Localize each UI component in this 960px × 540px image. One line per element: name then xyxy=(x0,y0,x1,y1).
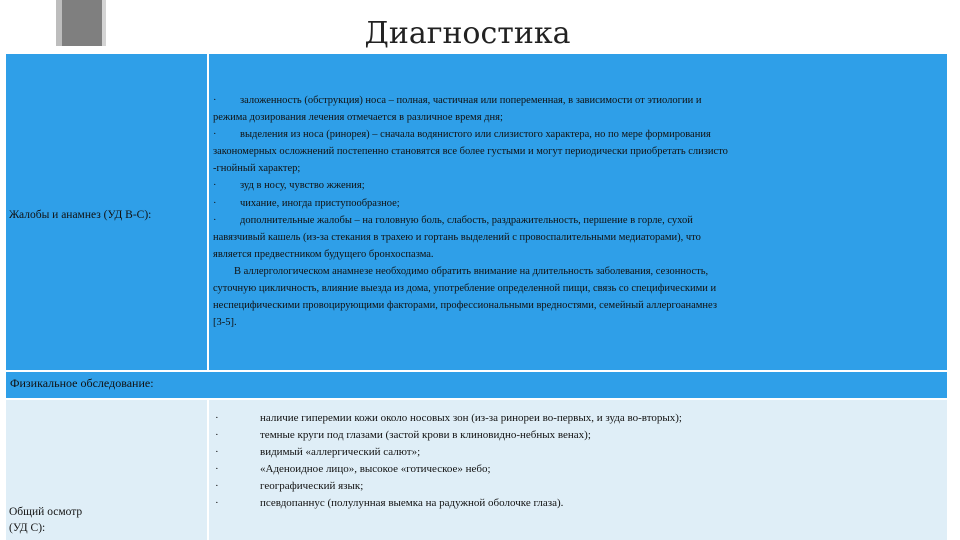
anamnesis-line: [3-5]. xyxy=(213,317,237,329)
complaints-line: закономерных осложнений постепенно становятся все более густыми и могут периодически приобретать слизисто xyxy=(213,146,728,158)
anamnesis-line: неспецифическими провоцирующими факторами, профессиональными вредностями, семейный аллергоанамнез xyxy=(213,300,717,312)
anamnesis-line: В аллергологическом анамнезе необходимо обратить внимание на длительность заболевания, сезонность, xyxy=(234,265,709,277)
complaints-label: Жалобы и анамнез (УД В-С): xyxy=(9,209,152,221)
exam-list-item: · видимый «аллергический салют»; xyxy=(215,446,421,458)
general-exam-label: Общий осмотр (УД С): xyxy=(9,506,83,534)
complaints-label-cell xyxy=(6,54,207,370)
complaints-line: -гнойный характер; xyxy=(213,163,301,175)
page-title: Диагностика xyxy=(364,16,571,51)
exam-list-item: · наличие гиперемии кожи около носовых зон (из-за ринореи во-первых, и зуда во-вторых); xyxy=(215,412,682,424)
exam-list-item: · псевдопаннус (полулунная выемка на радужной оболочке глаза). xyxy=(215,497,564,509)
anamnesis-line: суточную цикличность, влияние выезда из дома, употребление определенной пищи, связь со специфическими и xyxy=(213,283,717,295)
complaints-line: режима дозирования лечения отмечается в различное время дня; xyxy=(213,112,503,124)
exam-list-item: · географический язык; xyxy=(215,480,364,492)
physical-exam-label: Физикальное обследование: xyxy=(10,376,154,390)
complaints-line: · выделения из носа (ринорея) – сначала водянистого или слизистого характера, но по мере формирования xyxy=(213,129,711,141)
exam-list-item: · «Аденоидное лицо», высокое «готическое» небо; xyxy=(215,463,491,475)
complaints-line: · дополнительные жалобы – на головную боль, слабость, раздражительность, першение в горле, сухой xyxy=(213,214,693,226)
complaints-content-cell xyxy=(209,54,947,370)
general-exam-content-cell xyxy=(209,400,947,540)
complaints-line: навязчивый кашель (из-за стекания в трахею и гортань выделений с провоспалительными медиаторами), что xyxy=(213,231,701,243)
general-exam-label-cell xyxy=(6,400,207,540)
diagnostics-table xyxy=(6,54,947,540)
complaints-line: · зуд в носу, чувство жжения; xyxy=(213,180,365,192)
complaints-line: · заложенность (обструкция) носа – полная, частичная или попеременная, в зависимости от этиологии и xyxy=(213,95,702,106)
complaints-line: · чихание, иногда приступообразное; xyxy=(213,197,400,209)
physical-exam-header-cell xyxy=(6,372,947,398)
complaints-line: является предвестником будущего бронхоспазма. xyxy=(213,248,434,260)
exam-list-item: · темные круги под глазами (застой крови в клиновидно-небных венах); xyxy=(215,429,591,441)
